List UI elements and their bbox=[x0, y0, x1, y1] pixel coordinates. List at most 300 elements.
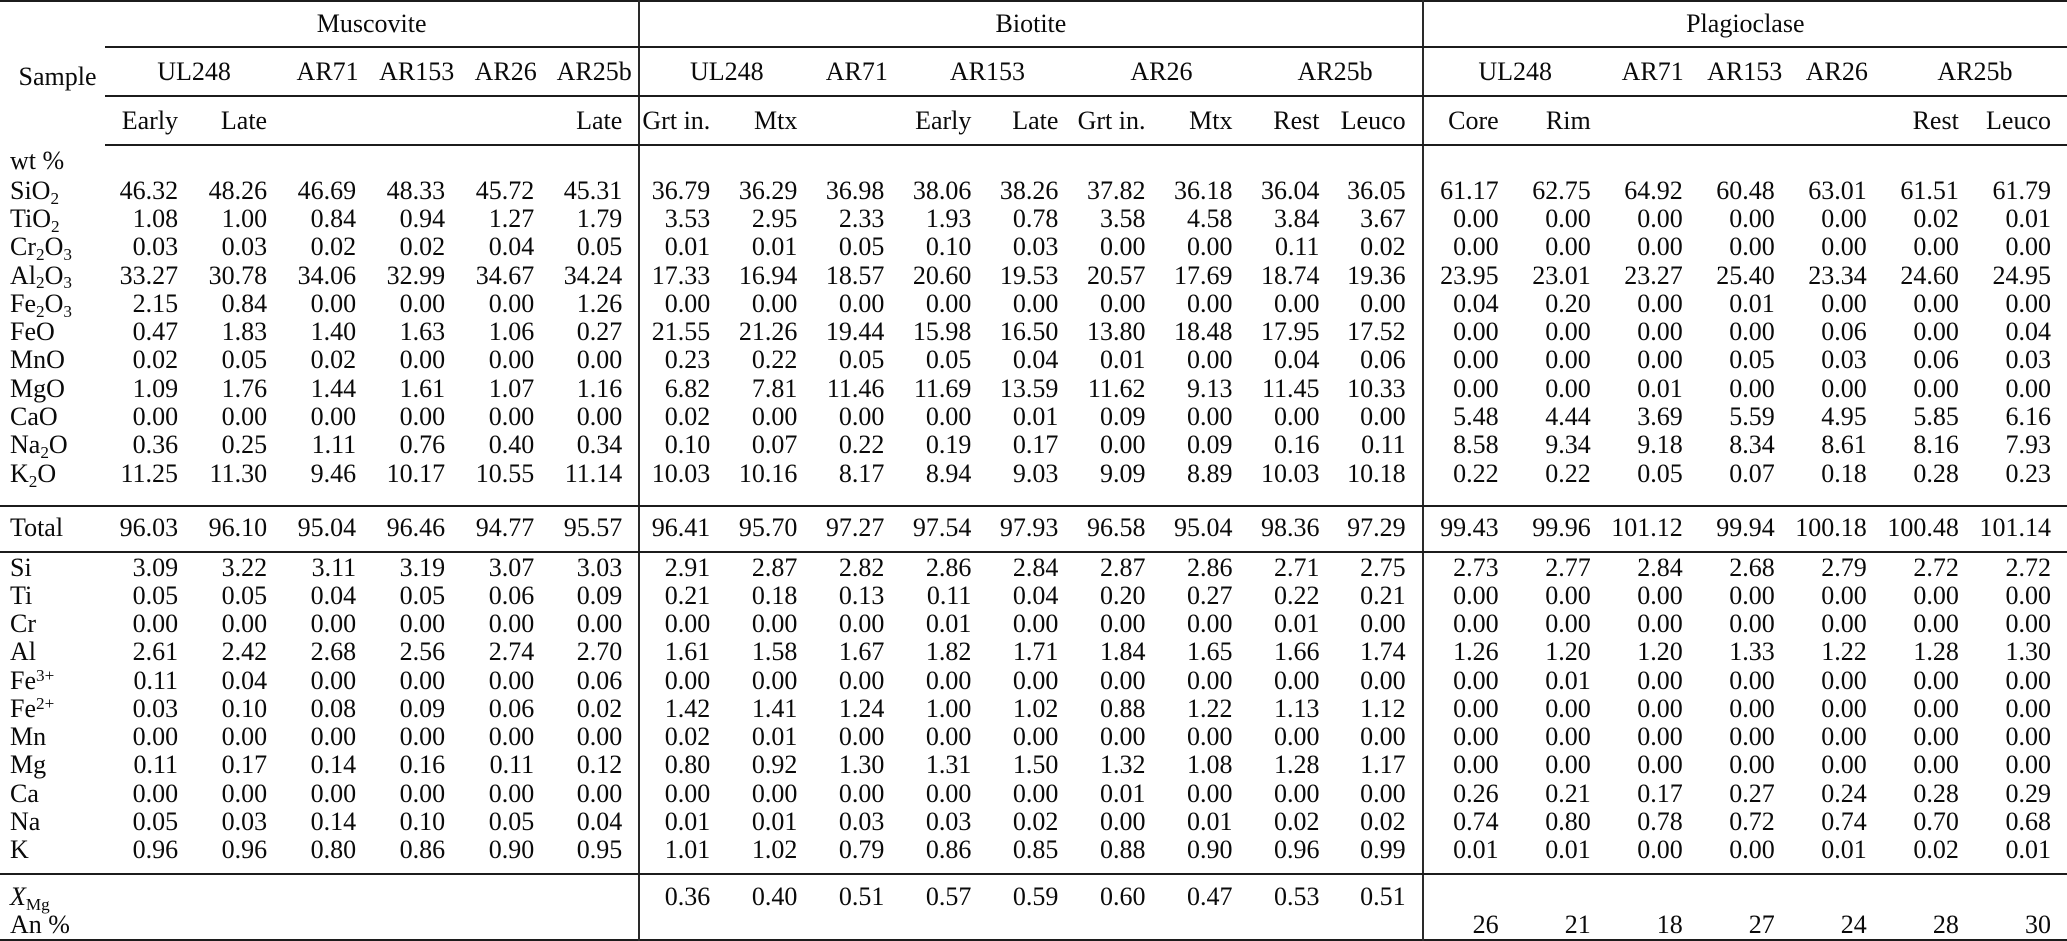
value-cell: 0.09 bbox=[1186, 430, 1233, 460]
value-cell: 0.00 bbox=[639, 666, 726, 694]
value-cell: 0.00 bbox=[1186, 345, 1233, 375]
value-cell: 0.05 bbox=[925, 345, 972, 375]
value-cell: 0.72 bbox=[1729, 807, 1775, 837]
value-cell: 16.94 bbox=[738, 260, 798, 290]
value-cell: 0.00 bbox=[488, 402, 535, 432]
value-cell: 0.00 bbox=[310, 665, 357, 695]
table-row bbox=[0, 431, 2067, 459]
subcol-header: Grt in. bbox=[1074, 96, 1161, 145]
value-cell: 2.71 bbox=[1274, 552, 1320, 582]
value-cell: 2.82 bbox=[838, 552, 885, 582]
value-cell: 0.01 bbox=[1729, 288, 1775, 318]
value-cell: 0.00 bbox=[132, 402, 179, 432]
value-cell: 0.74 bbox=[1821, 807, 1867, 837]
sample-header: AR71 bbox=[813, 47, 900, 96]
value-cell: 0.05 bbox=[132, 580, 179, 610]
value-cell: 0.00 bbox=[1186, 402, 1233, 432]
value-cell: 0.80 bbox=[1545, 807, 1591, 837]
value-cell: 0.34 bbox=[576, 430, 623, 460]
value-cell: 0.00 bbox=[1012, 778, 1059, 808]
value-cell: 3.67 bbox=[1360, 204, 1406, 234]
value-cell: 0.00 bbox=[2005, 373, 2051, 403]
value-cell: 1.16 bbox=[576, 373, 623, 403]
value-cell: 0.18 bbox=[751, 580, 798, 610]
value-cell: 23.27 bbox=[1624, 260, 1683, 290]
value-cell: 0.88 bbox=[1099, 693, 1146, 723]
empty-cell bbox=[283, 145, 372, 176]
value-cell: 0.00 bbox=[576, 722, 623, 752]
value-cell: 30.78 bbox=[208, 260, 268, 290]
value-cell: 0.84 bbox=[221, 288, 268, 318]
value-cell: 0.00 bbox=[1637, 345, 1683, 375]
value-cell: 1.01 bbox=[639, 836, 726, 874]
value-cell: 3.11 bbox=[311, 552, 357, 582]
value-cell: 0.51 bbox=[1360, 881, 1406, 911]
value-cell bbox=[1791, 874, 1883, 910]
value-cell: 2.84 bbox=[1637, 552, 1683, 582]
value-cell: 17.69 bbox=[1173, 260, 1233, 290]
value-cell: 2.75 bbox=[1360, 552, 1406, 582]
value-cell: 2.95 bbox=[751, 204, 798, 234]
value-cell: 0.00 bbox=[2005, 665, 2051, 695]
value-cell: 23.01 bbox=[1532, 260, 1591, 290]
empty-cell bbox=[105, 145, 194, 176]
value-cell: 38.26 bbox=[999, 175, 1059, 205]
value-cell: 0.00 bbox=[838, 722, 885, 752]
value-cell: 0.00 bbox=[1821, 750, 1867, 780]
empty-cell bbox=[1975, 145, 2067, 176]
value-cell bbox=[1248, 911, 1335, 940]
value-cell: 0.00 bbox=[2005, 609, 2051, 639]
value-cell: 1.61 bbox=[639, 638, 726, 666]
value-cell bbox=[1607, 874, 1699, 910]
value-cell: 0.00 bbox=[1545, 580, 1591, 610]
value-cell: 0.05 bbox=[576, 232, 623, 262]
value-cell: 1.22 bbox=[1186, 693, 1233, 723]
subcol-header bbox=[1791, 96, 1883, 145]
value-cell: 1.20 bbox=[1545, 637, 1591, 667]
value-cell: 0.90 bbox=[1161, 836, 1248, 874]
value-cell: 11.69 bbox=[913, 373, 972, 403]
value-cell: 1.42 bbox=[639, 694, 726, 722]
value-cell: 0.96 bbox=[1248, 836, 1335, 874]
value-cell: 0.05 bbox=[488, 807, 535, 837]
value-cell: 0.05 bbox=[838, 232, 885, 262]
value-cell: 0.04 bbox=[1012, 345, 1059, 375]
value-cell bbox=[461, 874, 550, 910]
value-cell: 0.02 bbox=[310, 232, 357, 262]
sample-header: UL248 bbox=[105, 47, 283, 96]
subcol-header bbox=[1607, 96, 1699, 145]
value-cell: 0.11 bbox=[1274, 232, 1320, 262]
value-cell: 0.22 bbox=[751, 345, 798, 375]
value-cell: 2.42 bbox=[221, 637, 268, 667]
value-cell: 0.86 bbox=[372, 836, 461, 874]
value-cell: 0.00 bbox=[925, 665, 972, 695]
group-header-plagioclase: Plagioclase bbox=[1423, 1, 2067, 47]
row-label: Ca bbox=[10, 778, 39, 808]
value-cell: 33.27 bbox=[119, 260, 179, 290]
table-row bbox=[0, 374, 2067, 402]
empty-cell bbox=[1699, 145, 1791, 176]
value-cell: 0.23 bbox=[639, 346, 726, 374]
value-cell: 11.45 bbox=[1261, 373, 1320, 403]
value-cell: 8.89 bbox=[1161, 459, 1248, 505]
value-cell: 97.27 bbox=[813, 506, 900, 552]
value-cell: 2.86 bbox=[1186, 552, 1233, 582]
value-cell: 1.11 bbox=[311, 430, 357, 460]
value-cell: 0.01 bbox=[1012, 402, 1059, 432]
value-cell: 20.60 bbox=[912, 260, 972, 290]
value-cell: 1.26 bbox=[576, 288, 623, 318]
value-cell: 0.20 bbox=[1099, 580, 1146, 610]
value-cell: 0.07 bbox=[1699, 459, 1791, 505]
value-cell: 96.58 bbox=[1074, 506, 1161, 552]
sample-header: UL248 bbox=[639, 47, 813, 96]
value-cell: 99.94 bbox=[1699, 506, 1791, 552]
value-cell bbox=[813, 911, 900, 940]
row-label: $Cr_2O_3$ bbox=[10, 232, 72, 265]
value-cell: 10.18 bbox=[1336, 459, 1423, 505]
corner-label: Sample bbox=[18, 62, 97, 92]
value-cell: 21.26 bbox=[738, 317, 798, 347]
value-cell: 1.02 bbox=[1012, 693, 1059, 723]
value-cell: 0.00 bbox=[1913, 232, 1959, 262]
value-cell: 1.08 bbox=[1186, 750, 1233, 780]
value-cell: 0.02 bbox=[639, 723, 726, 751]
value-cell: 0.00 bbox=[1423, 610, 1515, 638]
row-label: $Fe_2O_3$ bbox=[10, 288, 72, 321]
value-cell: 8.58 bbox=[1423, 431, 1515, 459]
row-label: $K_2O$ bbox=[0, 459, 105, 505]
value-cell: 0.29 bbox=[2005, 778, 2051, 808]
value-cell: 1.28 bbox=[1913, 637, 1959, 667]
value-cell bbox=[1515, 874, 1607, 910]
value-cell: 0.00 bbox=[1913, 665, 1959, 695]
value-cell: 0.17 bbox=[221, 750, 268, 780]
value-cell: 0.00 bbox=[1729, 373, 1775, 403]
value-cell: 0.19 bbox=[925, 430, 972, 460]
value-cell: 0.00 bbox=[1545, 750, 1591, 780]
value-cell: 0.00 bbox=[2005, 580, 2051, 610]
value-cell: 21.55 bbox=[639, 318, 726, 346]
value-cell: 0.00 bbox=[399, 345, 446, 375]
table-row bbox=[0, 581, 2067, 609]
unit-row bbox=[0, 145, 2067, 176]
value-cell: 15.98 bbox=[912, 317, 972, 347]
empty-cell bbox=[900, 145, 987, 176]
value-cell: 2.87 bbox=[751, 552, 798, 582]
value-cell: 94.77 bbox=[461, 506, 550, 552]
value-cell bbox=[194, 911, 283, 940]
value-cell: 26 bbox=[1423, 911, 1515, 940]
value-cell bbox=[372, 874, 461, 910]
value-cell: 0.00 bbox=[2005, 693, 2051, 723]
value-cell: 0.16 bbox=[1274, 430, 1320, 460]
value-cell: 0.00 bbox=[1821, 232, 1867, 262]
value-cell: 4.95 bbox=[1821, 402, 1867, 432]
value-cell: 0.00 bbox=[132, 778, 179, 808]
value-cell: 16.50 bbox=[999, 317, 1059, 347]
value-cell: 0.23 bbox=[1975, 459, 2067, 505]
value-cell: 2.61 bbox=[132, 637, 179, 667]
value-cell: 0.00 bbox=[1360, 288, 1406, 318]
sample-header: AR71 bbox=[1607, 47, 1699, 96]
value-cell: 0.60 bbox=[1099, 881, 1146, 911]
empty-cell bbox=[1248, 145, 1335, 176]
subcol-header: Late bbox=[987, 96, 1074, 145]
header-row-minerals bbox=[0, 1, 2067, 47]
value-cell: 95.04 bbox=[283, 506, 372, 552]
value-cell: 0.00 bbox=[488, 345, 535, 375]
sample-header: AR153 bbox=[900, 47, 1074, 96]
value-cell: 1.22 bbox=[1821, 637, 1867, 667]
value-cell: 0.00 bbox=[751, 402, 798, 432]
value-cell: 0.00 bbox=[1099, 665, 1146, 695]
value-cell: 1.58 bbox=[751, 637, 798, 667]
value-cell: 34.67 bbox=[475, 260, 535, 290]
value-cell: 0.00 bbox=[1099, 232, 1146, 262]
value-cell: 4.44 bbox=[1545, 402, 1591, 432]
value-cell: 0.00 bbox=[1186, 665, 1233, 695]
value-cell: 0.00 bbox=[1637, 722, 1683, 752]
value-cell bbox=[1074, 911, 1161, 940]
value-cell: 2.74 bbox=[488, 637, 535, 667]
subcol-header bbox=[813, 96, 900, 145]
value-cell bbox=[1336, 911, 1423, 940]
value-cell: 0.07 bbox=[751, 430, 798, 460]
row-label: $Al_2O_3$ bbox=[10, 260, 72, 293]
value-cell: 1.65 bbox=[1186, 637, 1233, 667]
value-cell: 0.51 bbox=[838, 881, 885, 911]
value-cell: 0.00 bbox=[576, 778, 623, 808]
value-cell: 0.03 bbox=[221, 232, 268, 262]
value-cell: 0.22 bbox=[1515, 459, 1607, 505]
value-cell: 0.00 bbox=[1545, 204, 1591, 234]
value-cell: 0.00 bbox=[1637, 288, 1683, 318]
value-cell: 0.05 bbox=[221, 580, 268, 610]
table-row bbox=[0, 289, 2067, 317]
value-cell: 0.14 bbox=[310, 807, 357, 837]
value-cell: 0.11 bbox=[489, 750, 535, 780]
value-cell: 2.70 bbox=[576, 637, 623, 667]
empty-cell bbox=[550, 145, 639, 176]
value-cell: 0.40 bbox=[751, 881, 798, 911]
value-cell bbox=[1883, 874, 1975, 910]
value-cell: 0.00 bbox=[310, 722, 357, 752]
value-cell: 0.04 bbox=[488, 232, 535, 262]
value-cell: 10.16 bbox=[726, 459, 813, 505]
value-cell: 0.68 bbox=[2005, 807, 2051, 837]
value-cell: 36.29 bbox=[738, 175, 798, 205]
table-row bbox=[0, 666, 2067, 694]
value-cell: 0.06 bbox=[576, 665, 623, 695]
row-label: Mg bbox=[10, 750, 47, 780]
value-cell: 9.34 bbox=[1545, 430, 1591, 460]
value-cell: 0.00 bbox=[310, 402, 357, 432]
value-cell: 0.00 bbox=[1821, 204, 1867, 234]
value-cell: 0.00 bbox=[310, 778, 357, 808]
value-cell: 0.00 bbox=[1637, 317, 1683, 347]
value-cell: 11.25 bbox=[105, 459, 194, 505]
value-cell: 60.48 bbox=[1716, 175, 1775, 205]
value-cell: 7.93 bbox=[2005, 430, 2051, 460]
value-cell: 25.40 bbox=[1716, 260, 1775, 290]
row-label: CaO bbox=[10, 402, 58, 432]
value-cell: 0.00 bbox=[838, 665, 885, 695]
value-cell: 3.84 bbox=[1274, 204, 1320, 234]
empty-cell bbox=[1161, 145, 1248, 176]
value-cell: 0.04 bbox=[576, 807, 623, 837]
sample-header: AR26 bbox=[1074, 47, 1248, 96]
value-cell: 0.03 bbox=[1821, 345, 1867, 375]
value-cell: 3.69 bbox=[1637, 402, 1683, 432]
value-cell: 1.24 bbox=[838, 693, 885, 723]
value-cell bbox=[283, 911, 372, 940]
value-cell: 0.10 bbox=[639, 431, 726, 459]
value-cell: 0.05 bbox=[1729, 345, 1775, 375]
value-cell: 1.28 bbox=[1274, 750, 1320, 780]
value-cell: 0.90 bbox=[461, 836, 550, 874]
empty-cell bbox=[461, 145, 550, 176]
value-cell: 17.33 bbox=[639, 261, 726, 289]
table-row bbox=[0, 610, 2067, 638]
table-row bbox=[0, 874, 2067, 910]
value-cell: 100.18 bbox=[1791, 506, 1883, 552]
value-cell: 5.48 bbox=[1423, 403, 1515, 431]
value-cell: 2.87 bbox=[1099, 552, 1146, 582]
value-cell: 0.94 bbox=[399, 204, 446, 234]
sample-header: AR25b bbox=[550, 47, 639, 96]
value-cell: 1.06 bbox=[488, 317, 535, 347]
value-cell: 0.26 bbox=[1423, 779, 1515, 807]
value-cell: 0.47 bbox=[1186, 881, 1233, 911]
value-cell: 0.00 bbox=[1012, 722, 1059, 752]
value-cell: 0.01 bbox=[751, 232, 798, 262]
empty-cell bbox=[1607, 145, 1699, 176]
empty-cell bbox=[1074, 145, 1161, 176]
value-cell: 0.00 bbox=[1637, 204, 1683, 234]
sample-header: AR25b bbox=[1248, 47, 1422, 96]
value-cell: 2.91 bbox=[639, 552, 726, 581]
value-cell: 2.72 bbox=[1913, 552, 1959, 582]
subcol-header: Rest bbox=[1883, 96, 1975, 145]
value-cell: 99.43 bbox=[1423, 506, 1515, 552]
value-cell: 0.00 bbox=[1423, 581, 1515, 609]
value-cell: 0.78 bbox=[1637, 807, 1683, 837]
value-cell: 24.95 bbox=[1992, 260, 2051, 290]
value-cell: 0.11 bbox=[926, 580, 972, 610]
value-cell: 0.01 bbox=[925, 609, 972, 639]
value-cell bbox=[1161, 911, 1248, 940]
value-cell: 0.02 bbox=[1360, 807, 1406, 837]
value-cell: 0.00 bbox=[1360, 722, 1406, 752]
empty-cell bbox=[1791, 145, 1883, 176]
value-cell: 0.00 bbox=[1913, 693, 1959, 723]
value-cell: 0.28 bbox=[1913, 778, 1959, 808]
empty-cell bbox=[987, 145, 1074, 176]
value-cell: 0.01 bbox=[1274, 609, 1320, 639]
value-cell bbox=[987, 911, 1074, 940]
value-cell: 98.36 bbox=[1248, 506, 1335, 552]
empty-cell bbox=[1515, 145, 1607, 176]
value-cell: 1.09 bbox=[132, 373, 179, 403]
value-cell: 1.30 bbox=[2005, 637, 2051, 667]
value-cell: 0.99 bbox=[1336, 836, 1423, 874]
value-cell: 8.16 bbox=[1913, 430, 1959, 460]
value-cell: 0.00 bbox=[1423, 374, 1515, 402]
value-cell: 0.00 bbox=[399, 722, 446, 752]
value-cell: 0.28 bbox=[1883, 459, 1975, 505]
value-cell: 0.00 bbox=[399, 402, 446, 432]
value-cell: 0.00 bbox=[221, 609, 268, 639]
value-cell: 0.04 bbox=[1012, 580, 1059, 610]
value-cell: 1.26 bbox=[1423, 638, 1515, 666]
empty-cell bbox=[639, 145, 726, 176]
value-cell: 0.00 bbox=[1637, 665, 1683, 695]
value-cell: 5.59 bbox=[1729, 402, 1775, 432]
value-cell: 0.00 bbox=[1729, 722, 1775, 752]
table-row bbox=[0, 176, 2067, 204]
value-cell: 0.00 bbox=[1821, 609, 1867, 639]
value-cell: 9.13 bbox=[1186, 373, 1233, 403]
value-cell: 0.00 bbox=[1545, 373, 1591, 403]
value-cell: 0.96 bbox=[194, 836, 283, 874]
value-cell: 0.03 bbox=[132, 232, 179, 262]
value-cell: 0.00 bbox=[751, 665, 798, 695]
value-cell bbox=[461, 911, 550, 940]
value-cell: 96.46 bbox=[372, 506, 461, 552]
value-cell: 0.00 bbox=[1099, 807, 1146, 837]
table-row bbox=[0, 233, 2067, 261]
value-cell: 11.14 bbox=[550, 459, 639, 505]
subcol-header bbox=[461, 96, 550, 145]
value-cell: 1.61 bbox=[399, 373, 446, 403]
value-cell: 0.00 bbox=[1186, 722, 1233, 752]
value-cell: 0.00 bbox=[221, 402, 268, 432]
table-row bbox=[0, 346, 2067, 374]
value-cell: 0.12 bbox=[576, 750, 623, 780]
value-cell: 0.06 bbox=[488, 693, 535, 723]
value-cell: 3.03 bbox=[576, 552, 623, 582]
value-cell: 0.00 bbox=[751, 778, 798, 808]
value-cell: 0.01 bbox=[1099, 778, 1146, 808]
value-cell: 0.79 bbox=[813, 836, 900, 874]
value-cell: 36.18 bbox=[1173, 175, 1233, 205]
value-cell: 0.70 bbox=[1913, 807, 1959, 837]
value-cell: 0.47 bbox=[132, 317, 179, 347]
value-cell: 10.55 bbox=[461, 459, 550, 505]
table-row bbox=[0, 779, 2067, 807]
value-cell: 1.79 bbox=[576, 204, 623, 234]
value-cell: 97.93 bbox=[987, 506, 1074, 552]
value-cell: 45.72 bbox=[475, 175, 535, 205]
value-cell: 0.40 bbox=[488, 430, 535, 460]
table-row bbox=[0, 694, 2067, 722]
value-cell: 0.01 bbox=[1186, 807, 1233, 837]
value-cell: 1.02 bbox=[726, 836, 813, 874]
value-cell: 0.09 bbox=[1099, 402, 1146, 432]
value-cell: 0.04 bbox=[2005, 317, 2051, 347]
value-cell: 0.00 bbox=[1012, 609, 1059, 639]
value-cell: 46.32 bbox=[119, 175, 179, 205]
value-cell: 20.57 bbox=[1086, 260, 1146, 290]
value-cell: 48.26 bbox=[208, 175, 268, 205]
row-label: Al bbox=[10, 637, 36, 667]
subcol-header: Leuco bbox=[1975, 96, 2067, 145]
value-cell: 13.59 bbox=[999, 373, 1059, 403]
value-cell: 9.03 bbox=[987, 459, 1074, 505]
